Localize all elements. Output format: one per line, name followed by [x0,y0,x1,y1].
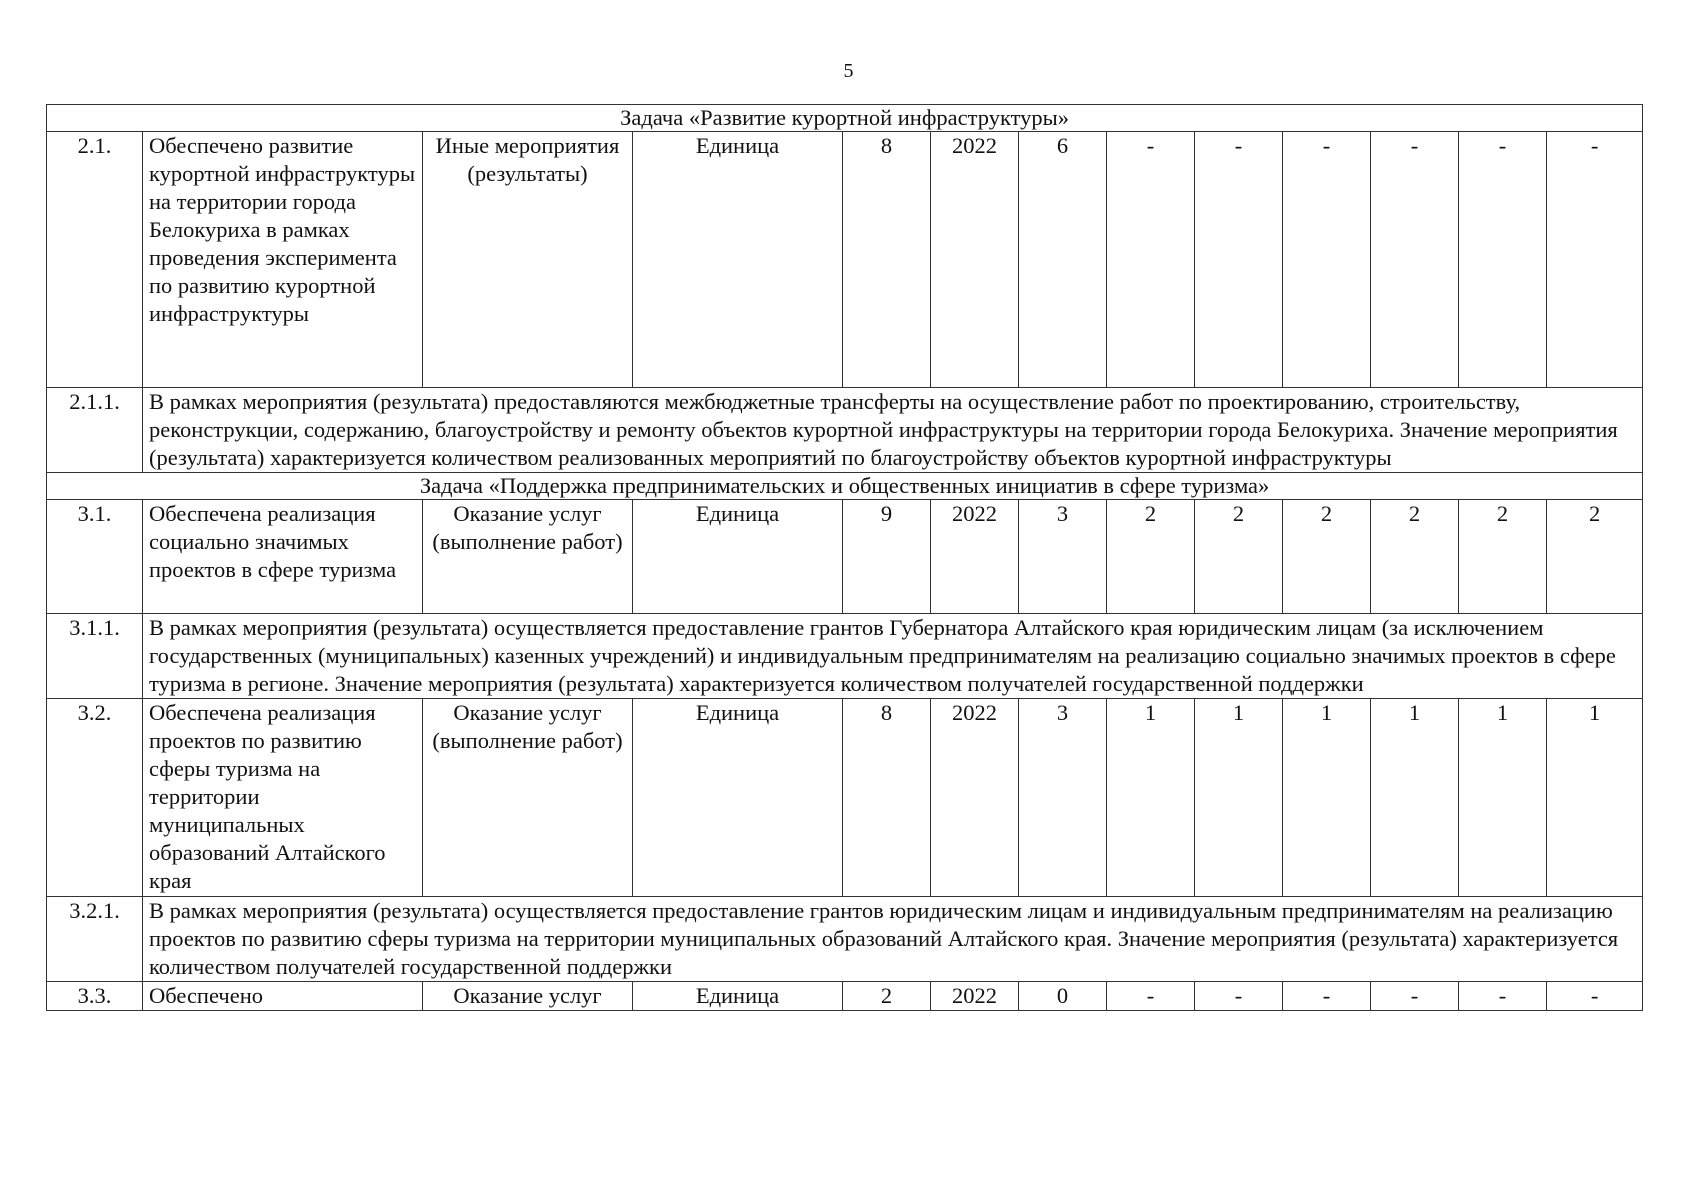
base-value: 0 [1019,982,1107,1011]
table-row [47,388,1643,473]
page-number: 5 [843,60,854,82]
base-year: 2022 [931,500,1019,614]
result-description: В рамках мероприятия (результата) осуществляется предоставление грантов Губернатора Алтайского края юридическим лицам (за исключением государственных (муниципальных) казенных учреждений) и индивидуальным предпринимателям на реализацию социально значимых проектов в сфере туризма в регионе. Значение мероприятия (результата) характеризуется количеством получателей государственной поддержки [143,614,1643,699]
result-description: В рамках мероприятия (результата) осуществляется предоставление грантов юридическим лицам и индивидуальным предпринимателям на реализацию проектов по развитию сферы туризма на территории муниципальных образований Алтайского края. Значение мероприятия (результата) характеризуется количеством получателей государственной поддержки [143,897,1643,982]
table-row [47,132,1643,388]
base-value: 6 [1019,132,1107,388]
year-value: - [1107,132,1195,388]
task-row [47,473,1643,500]
result-name: Обеспечена реализация проектов по развитию сферы туризма на территории муниципальных образований Алтайского края [143,699,423,897]
row-number: 3.1. [47,500,143,614]
year-value: 2 [1195,500,1283,614]
year-value: - [1107,982,1195,1011]
table-row [47,614,1643,699]
year-value: - [1371,982,1459,1011]
year-value: - [1547,132,1643,388]
unit: Единица [633,132,843,388]
table-row [47,982,1643,1011]
result-name: Обеспечено развитие курортной инфраструктуры на территории города Белокуриха в рамках проведения эксперимента по развитию курортной инфраструктуры [143,132,423,388]
year-value: 1 [1283,699,1371,897]
base-value: 3 [1019,699,1107,897]
base-value: 3 [1019,500,1107,614]
result-name: Обеспечено [143,982,423,1011]
result-kind: Оказание услуг (выполнение работ) [423,699,633,897]
table-row [47,500,1643,614]
task-row [47,105,1643,132]
year-value: 1 [1547,699,1643,897]
task-title: Задача «Поддержка предпринимательских и общественных инициатив в сфере туризма» [47,473,1643,500]
code: 2 [843,982,931,1011]
result-name: Обеспечена реализация социально значимых проектов в сфере туризма [143,500,423,614]
unit: Единица [633,699,843,897]
result-kind: Оказание услуг (выполнение работ) [423,500,633,614]
code: 8 [843,699,931,897]
year-value: 2 [1459,500,1547,614]
row-number: 2.1. [47,132,143,388]
year-value: 2 [1371,500,1459,614]
base-year: 2022 [931,699,1019,897]
year-value: 1 [1371,699,1459,897]
year-value: - [1371,132,1459,388]
task-title: Задача «Развитие курортной инфраструктуры» [47,105,1643,132]
base-year: 2022 [931,982,1019,1011]
year-value: - [1459,982,1547,1011]
year-value: 2 [1107,500,1195,614]
unit: Единица [633,982,843,1011]
year-value: - [1547,982,1643,1011]
year-value: - [1195,982,1283,1011]
base-year: 2022 [931,132,1019,388]
year-value: 1 [1459,699,1547,897]
code: 8 [843,132,931,388]
result-kind: Оказание услуг [423,982,633,1011]
year-value: 2 [1283,500,1371,614]
unit: Единица [633,500,843,614]
indicators-table [46,104,1643,1011]
year-value: 1 [1107,699,1195,897]
row-number: 3.2.1. [47,897,143,982]
code: 9 [843,500,931,614]
row-number: 3.3. [47,982,143,1011]
table-row [47,897,1643,982]
year-value: 1 [1195,699,1283,897]
year-value: - [1283,982,1371,1011]
row-number: 3.2. [47,699,143,897]
row-number: 3.1.1. [47,614,143,699]
row-number: 2.1.1. [47,388,143,473]
result-kind: Иные мероприятия (результаты) [423,132,633,388]
year-value: - [1459,132,1547,388]
table-row [47,699,1643,897]
year-value: - [1195,132,1283,388]
year-value: 2 [1547,500,1643,614]
year-value: - [1283,132,1371,388]
result-description: В рамках мероприятия (результата) предоставляются межбюджетные трансферты на осуществление работ по проектированию, строительству, реконструкции, содержанию, благоустройству и ремонту объектов курортной инфраструктуры на территории города Белокуриха. Значение мероприятия (результата) характеризуется количеством реализованных мероприятий по благоустройству объектов курортной инфраструктуры [143,388,1643,473]
